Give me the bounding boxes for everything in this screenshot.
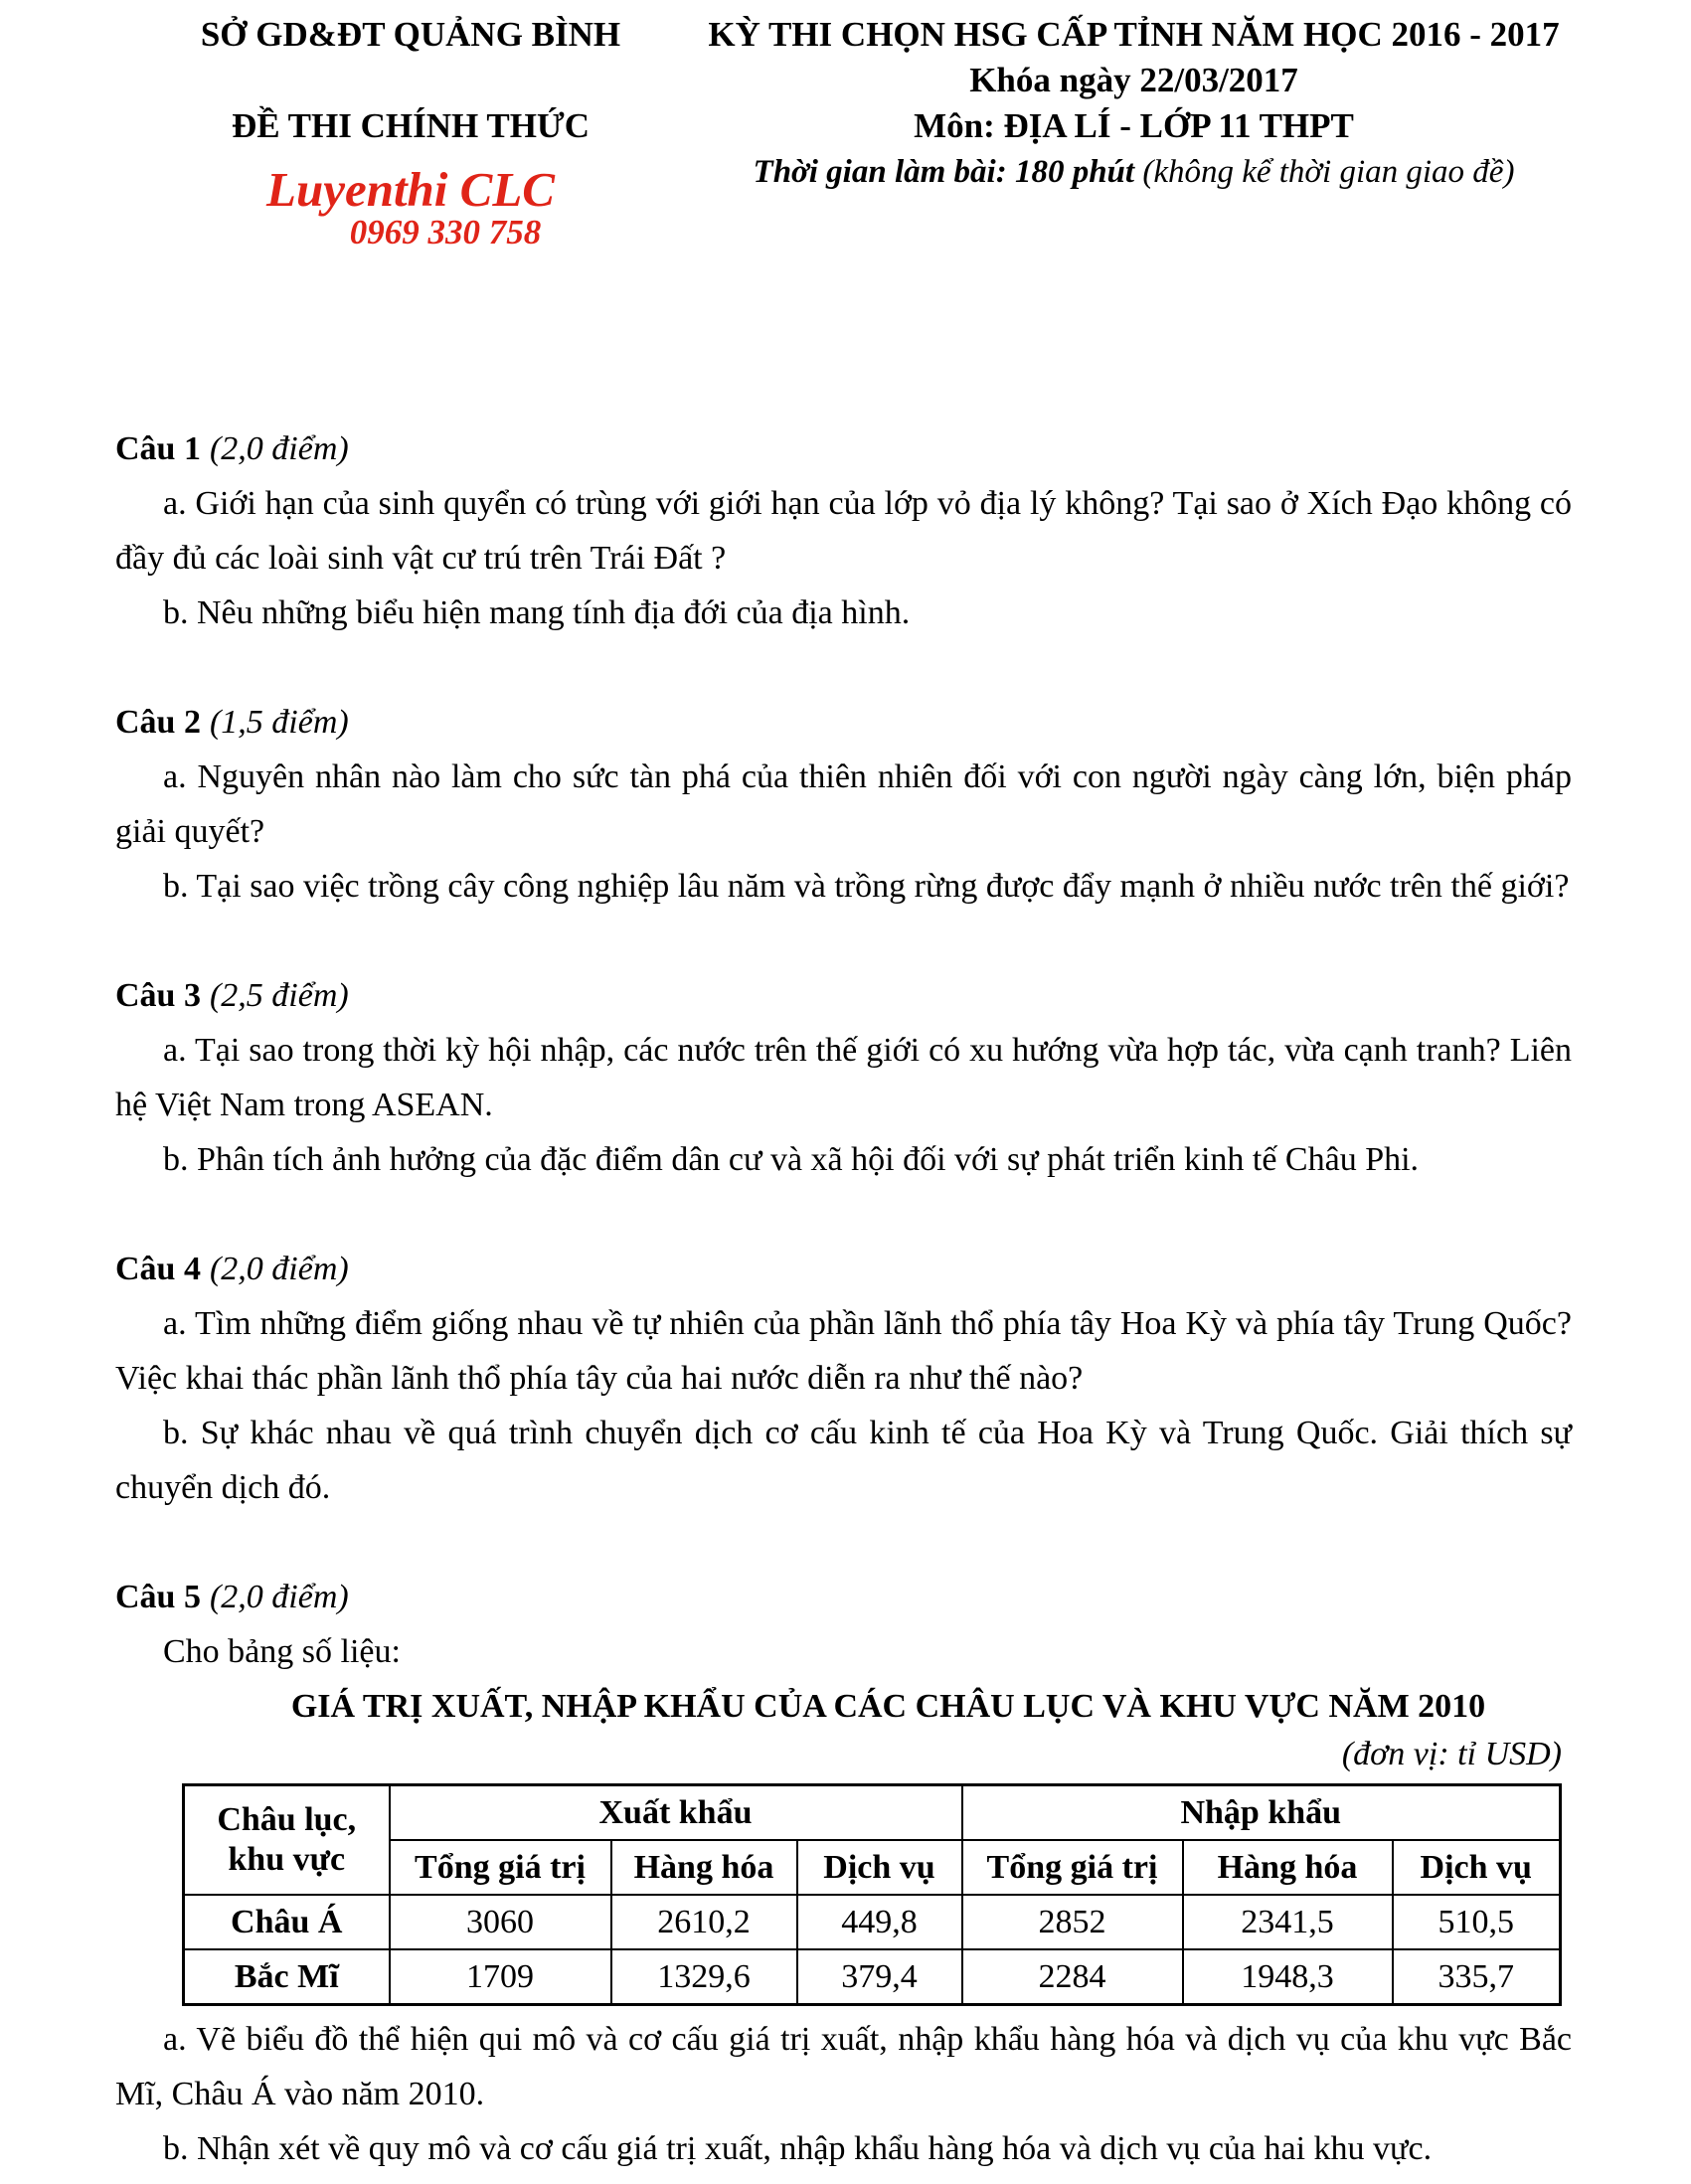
department-name: SỞ GD&ĐT QUẢNG BÌNH (200, 15, 621, 54)
import-services-header: Dịch vụ (1393, 1840, 1561, 1895)
header-right-column (684, 12, 1584, 251)
question-2-heading (115, 695, 1572, 750)
table-cell: 379,4 (797, 1949, 962, 2005)
exam-title: KỲ THI CHỌN HSG CẤP TỈNH NĂM HỌC 2016 - 2017 (708, 15, 1560, 54)
question-points: (2,0 điểm) (209, 430, 349, 467)
exam-subject: Môn: ĐỊA LÍ - LỚP 11 THPT (914, 106, 1354, 145)
table-subheader-row (184, 1840, 1561, 1895)
import-group-header: Nhập khẩu (962, 1785, 1561, 1841)
export-group-header: Xuất khẩu (390, 1785, 962, 1841)
question-4 (115, 1242, 1572, 1515)
import-total-header: Tổng giá trị (962, 1840, 1183, 1895)
question-5 (115, 1570, 1572, 2176)
official-exam-label: ĐỀ THI CHÍNH THỨC (231, 106, 591, 145)
duration-note: (không kể thời gian giao đề) (1134, 154, 1515, 190)
question-1-part-a: a. Giới hạn của sinh quyển có trùng với giới hạn của lớp vỏ địa lý không? Tại sao ở Xích Đạo không có đầy đủ các loài sinh vật cư trú trên Trái Đất ? (115, 485, 1572, 577)
question-2-part-b: b. Tại sao việc trồng cây công nghiệp lâu năm và trồng rừng được đẩy mạnh ở nhiều nước trên thế giới? (163, 868, 1570, 905)
corner-line-1: Châu lục, (217, 1801, 357, 1838)
import-goods-header: Hàng hóa (1183, 1840, 1393, 1895)
table-cell: 1329,6 (611, 1949, 797, 2005)
question-1 (115, 421, 1572, 640)
question-2-part-a: a. Nguyên nhân nào làm cho sức tàn phá của thiên nhiên đối với con người ngày càng lớn, biện pháp giải quyết? (115, 758, 1572, 850)
question-label: Câu 3 (115, 977, 201, 1014)
export-total-header: Tổng giá trị (390, 1840, 611, 1895)
question-points: (2,5 điểm) (209, 977, 349, 1014)
question-label: Câu 5 (115, 1579, 201, 1615)
question-points: (1,5 điểm) (209, 704, 349, 741)
table-row-bac-mi (184, 1949, 1561, 2005)
corner-header-cell (184, 1785, 390, 1896)
question-5-heading (115, 1570, 1572, 1624)
question-3-part-a: a. Tại sao trong thời kỳ hội nhập, các nước trên thế giới có xu hướng vừa hợp tác, vừa cạnh tranh? Liên hệ Việt Nam trong ASEAN. (115, 1032, 1572, 1123)
question-2 (115, 695, 1572, 914)
data-table-title: GIÁ TRỊ XUẤT, NHẬP KHẨU CỦA CÁC CHÂU LỤC VÀ KHU VỰC NĂM 2010 (290, 1688, 1486, 1725)
export-import-data-table (182, 1783, 1562, 2006)
question-4-part-b: b. Sự khác nhau về quá trình chuyển dịch cơ cấu kinh tế của Hoa Kỳ và Trung Quốc. Giải thích sự chuyển dịch đó. (115, 1415, 1572, 1506)
question-4-part-a: a. Tìm những điểm giống nhau về tự nhiên của phần lãnh thổ phía tây Hoa Kỳ và phía tây Trung Quốc? Việc khai thác phần lãnh thổ phía tây của hai nước diễn ra như thế nào? (115, 1305, 1572, 1397)
question-label: Câu 1 (115, 430, 201, 467)
table-cell: 510,5 (1393, 1895, 1561, 1949)
logo-phone-number: 0969 330 758 (349, 213, 542, 252)
exam-duration-line (684, 149, 1584, 195)
table-cell: 335,7 (1393, 1949, 1561, 2005)
question-1-part-b: b. Nêu những biểu hiện mang tính địa đới của địa hình. (163, 594, 911, 631)
spacer (152, 58, 669, 103)
header-left-column (152, 12, 669, 251)
table-cell: 2341,5 (1183, 1895, 1393, 1949)
table-group-header-row (184, 1785, 1561, 1841)
document-header (0, 0, 1691, 251)
table-row-chau-a (184, 1895, 1561, 1949)
question-3-heading (115, 968, 1572, 1023)
question-5-part-a: a. Vẽ biểu đồ thể hiện qui mô và cơ cấu giá trị xuất, nhập khẩu hàng hóa và dịch vụ của khu vực Bắc Mĩ, Châu Á vào năm 2010. (115, 2021, 1572, 2112)
luyenthi-clc-logo (266, 162, 555, 252)
table-cell: 449,8 (797, 1895, 962, 1949)
exam-body (0, 421, 1691, 2176)
question-4-heading (115, 1242, 1572, 1296)
question-points: (2,0 điểm) (209, 1251, 349, 1287)
table-cell: 1948,3 (1183, 1949, 1393, 2005)
question-5-part-b: b. Nhận xét về quy mô và cơ cấu giá trị xuất, nhập khẩu hàng hóa và dịch vụ của hai khu vực. (163, 2130, 1433, 2167)
question-points: (2,0 điểm) (209, 1579, 349, 1615)
question-label: Câu 2 (115, 704, 201, 741)
table-cell: 2610,2 (611, 1895, 797, 1949)
exam-session-date: Khóa ngày 22/03/2017 (969, 61, 1298, 99)
row-name: Bắc Mĩ (184, 1949, 390, 2005)
question-3-part-b: b. Phân tích ảnh hưởng của đặc điểm dân cư và xã hội đối với sự phát triển kinh tế Châu Phi. (163, 1141, 1420, 1178)
export-goods-header: Hàng hóa (611, 1840, 797, 1895)
question-3 (115, 968, 1572, 1187)
corner-line-2: khu vực (228, 1841, 346, 1878)
question-1-heading (115, 421, 1572, 476)
question-label: Câu 4 (115, 1251, 201, 1287)
row-name: Châu Á (184, 1895, 390, 1949)
table-cell: 3060 (390, 1895, 611, 1949)
export-services-header: Dịch vụ (797, 1840, 962, 1895)
question-5-intro: Cho bảng số liệu: (163, 1633, 401, 1670)
duration-text: Thời gian làm bài: 180 phút (753, 154, 1135, 190)
data-table-unit-note: (đơn vị: tỉ USD) (1341, 1736, 1562, 1772)
table-cell: 2852 (962, 1895, 1183, 1949)
table-cell: 1709 (390, 1949, 611, 2005)
table-cell: 2284 (962, 1949, 1183, 2005)
logo-text: Luyenthi CLC (266, 162, 555, 217)
